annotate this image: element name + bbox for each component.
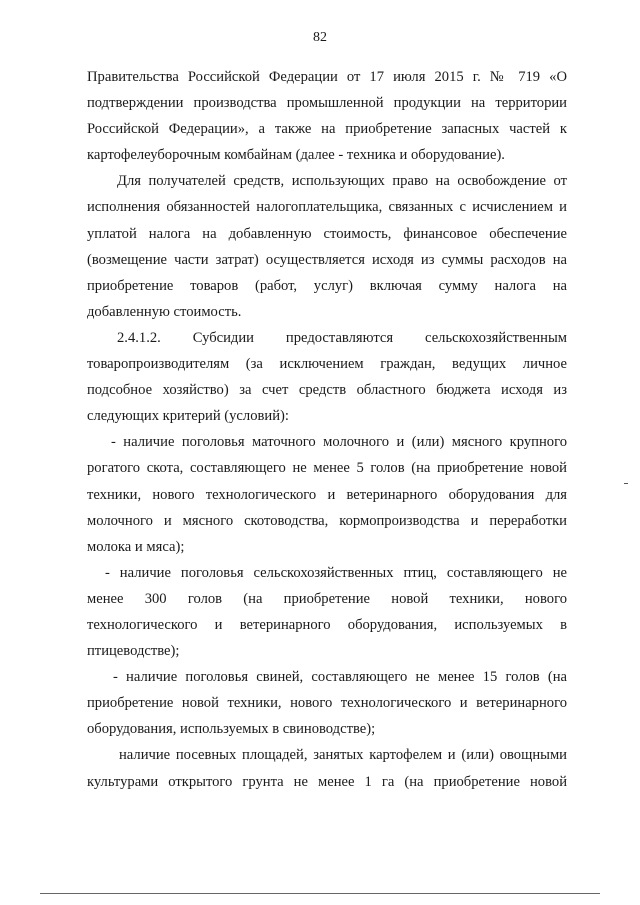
text-line: (возмещение части затрат) осуществляется исходя из суммы расходов на xyxy=(87,251,567,268)
text-line: Правительства Российской Федерации от 17 июля 2015 г. № 719 «О xyxy=(87,69,567,85)
page-number: 82 xyxy=(313,30,327,45)
text-line: техники, нового технологического и ветеринарного оборудования для xyxy=(87,486,567,503)
bottom-rule xyxy=(40,893,600,894)
text-line: Для получателей средств, использующих право на освобождение от xyxy=(117,173,567,190)
text-line: приобретение новой техники, нового технологического и ветеринарного xyxy=(87,695,567,712)
text-line: молока и мяса); xyxy=(87,538,185,555)
text-line: следующих критерий (условий): xyxy=(87,408,289,425)
text-line: молочного и мясного скотоводства, кормопроизводства и переработки xyxy=(87,512,567,529)
text-line: подсобное хозяйство) за счет средств областного бюджета исходя из xyxy=(87,382,567,399)
text-line: 2.4.1.2. Субсидии предоставляются сельскохозяйственным xyxy=(117,329,567,346)
text-line: менее 300 голов (на приобретение новой техники, нового xyxy=(87,590,567,607)
text-line: добавленную стоимость. xyxy=(87,303,242,320)
text-line: приобретение товаров (работ, услуг) включая сумму налога на xyxy=(87,277,567,294)
text-line: технологического и ветеринарного оборудования, используемых в xyxy=(87,616,567,633)
text-line: наличие посевных площадей, занятых картофелем и (или) овощными xyxy=(119,747,567,764)
text-line: - наличие поголовья маточного молочного и (или) мясного крупного xyxy=(111,434,567,451)
text-line: птицеводстве); xyxy=(87,643,180,660)
text-line: подтверждении производства промышленной продукции на территории xyxy=(87,95,567,112)
text-line: картофелеуборочным комбайнам (далее - техника и оборудование). xyxy=(87,147,505,164)
document-body xyxy=(87,64,567,795)
text-line: - наличие поголовья сельскохозяйственных птиц, составляющего не xyxy=(105,564,567,581)
text-line: культурами открытого грунта не менее 1 га (на приобретение новой xyxy=(87,773,567,790)
text-line: оборудования, используемых в свиноводстве); xyxy=(87,721,376,738)
text-line: товаропроизводителям (за исключением граждан, ведущих личное xyxy=(87,356,567,373)
text-line: Российской Федерации», а также на приобретение запасных частей к xyxy=(87,121,567,138)
text-line: уплатой налога на добавленную стоимость, финансовое обеспечение xyxy=(87,225,567,242)
text-line: исполнения обязанностей налогоплательщика, связанных с исчислением и xyxy=(87,199,567,216)
text-line: - наличие поголовья свиней, составляющего не менее 15 голов (на xyxy=(113,669,567,686)
scan-mark xyxy=(624,483,628,484)
text-line: рогатого скота, составляющего не менее 5 голов (на приобретение новой xyxy=(87,460,567,477)
